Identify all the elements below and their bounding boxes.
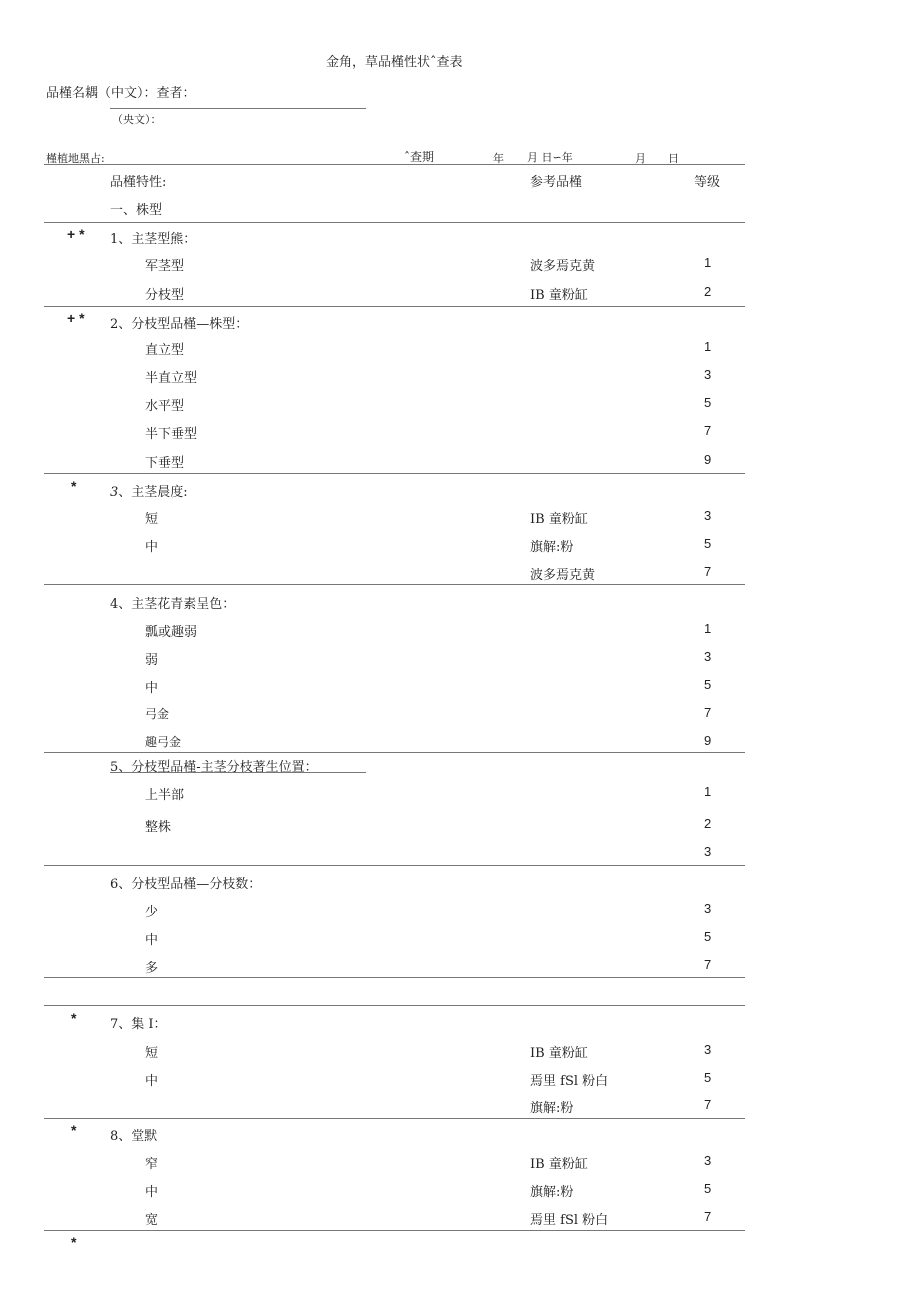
grade-value: 7 [704,564,712,579]
trait-heading [110,481,188,500]
option-label: 窄 [145,1157,159,1172]
reference-variety: 焉里 fSl 粉白 [530,1074,609,1089]
divider [44,1230,745,1231]
option-label: 上半部 [145,788,185,803]
option-label: 水平型 [145,399,185,414]
grade-value: 5 [704,1070,712,1085]
option-label: 弱 [145,653,159,668]
divider [44,752,745,753]
trait-heading: 1、主茎型熊： [110,232,197,247]
grade-value: 5 [704,677,712,692]
option-label: 瓢或趣弱 [145,625,198,640]
grade-value: 2 [704,284,712,299]
grade-value: 3 [704,1042,712,1057]
grade-value: 3 [704,901,712,916]
year-1: 年 [493,152,504,165]
grade-value: 7 [704,957,712,972]
reference-variety: 旗解:粉 [530,540,574,555]
divider [44,977,745,978]
trait-mark: * [71,1122,77,1138]
trait-mark: * [71,1010,77,1026]
grade-value: 1 [704,621,712,636]
grade-value: 1 [704,339,712,354]
grade-value: 9 [704,733,712,748]
option-label: 直立型 [145,343,185,358]
month-day-1: 月 日∽年 [527,151,573,164]
grade-value: 5 [704,929,712,944]
reference-variety: 焉里 fSl 粉白 [530,1213,609,1228]
section-title: 一、株型 [110,203,163,218]
grade-value: 7 [704,1097,712,1112]
column-trait: 品槿特性: [110,175,167,190]
grade-value: 3 [704,508,712,523]
trait-heading: 5、分枝型品槿-主茎分枝著生位置： [110,760,318,775]
option-label: 宽 [145,1213,159,1228]
trait-number: 3 [110,485,119,500]
column-reference: 参考品槿 [530,175,583,190]
option-label: 中 [145,1185,159,1200]
trait-heading: 4、主茎花青素呈色： [110,597,236,612]
grade-value: 3 [704,367,712,382]
grade-value: 1 [704,255,712,270]
grade-value: 5 [704,536,712,551]
reference-variety: IB 童粉缸 [530,512,588,527]
option-label: 军茎型 [145,259,185,274]
option-label: 分枝型 [145,288,185,303]
reference-variety: IB 童粉缸 [530,288,588,303]
option-label: 趣弓金 [145,735,182,749]
option-label: 多 [145,961,159,976]
trait-heading: 7、集 I： [110,1017,167,1032]
grade-value: 5 [704,1181,712,1196]
option-label: 中 [145,1074,159,1089]
trait-mark: + * [67,226,85,242]
reference-variety: 波多焉克黄 [530,259,596,274]
divider [44,222,745,223]
divider [44,1005,745,1006]
trait-heading-text: 、主茎晨度: [118,485,188,500]
grade-value: 3 [704,1153,712,1168]
option-label: 少 [145,905,159,920]
column-grade: 等级 [694,175,721,190]
trait-heading: 2、分枝型品槿—株型： [110,317,249,332]
variety-name-en-label: （央文）： [112,113,162,126]
option-label: 中 [145,681,159,696]
grade-value: 2 [704,816,712,831]
variety-name-cn-label: 品槿名耦（中文）：查者： [46,86,196,101]
option-label: 半下垂型 [145,427,198,442]
option-label: 中 [145,933,159,948]
survey-period-label: ˆ查期 [404,150,435,164]
grade-value: 1 [704,784,712,799]
trait-heading: 6、分枝型品槿—分枝数： [110,877,262,892]
location-label: 槿植地黑占: [46,152,105,165]
reference-variety: 旗解:粉 [530,1185,574,1200]
trait-mark: * [71,1234,77,1250]
grade-value: 7 [704,1209,712,1224]
grade-value: 5 [704,395,712,410]
divider [44,306,745,307]
day-2: 日 [668,152,679,165]
option-label: 弓金 [145,707,170,721]
option-label: 下垂型 [145,456,185,471]
page-title: 金角，草品槿性状ˆ查表 [326,55,463,70]
option-label: 短 [145,1046,159,1061]
reference-variety: 波多焉克黄 [530,568,596,583]
trait-mark: + * [67,310,85,326]
option-label: 整株 [145,820,172,835]
trait-mark: * [71,478,77,494]
divider [44,1118,745,1119]
option-label: 中 [145,540,159,555]
grade-value: 7 [704,423,712,438]
header-divider [44,164,745,165]
month-2: 月 [635,152,646,165]
divider [44,865,745,866]
reference-variety: 旗解:粉 [530,1101,574,1116]
reference-variety: IB 童粉缸 [530,1046,588,1061]
divider [44,584,745,585]
divider [44,473,745,474]
grade-value: 3 [704,844,712,859]
option-label: 半直立型 [145,371,198,386]
grade-value: 9 [704,452,712,467]
reference-variety: IB 童粉缸 [530,1157,588,1172]
grade-value: 3 [704,649,712,664]
trait-heading: 8、堂默 [110,1129,158,1144]
option-label: 短 [145,512,159,527]
grade-value: 7 [704,705,712,720]
name-underline [110,108,366,109]
heading-underline [110,772,366,773]
